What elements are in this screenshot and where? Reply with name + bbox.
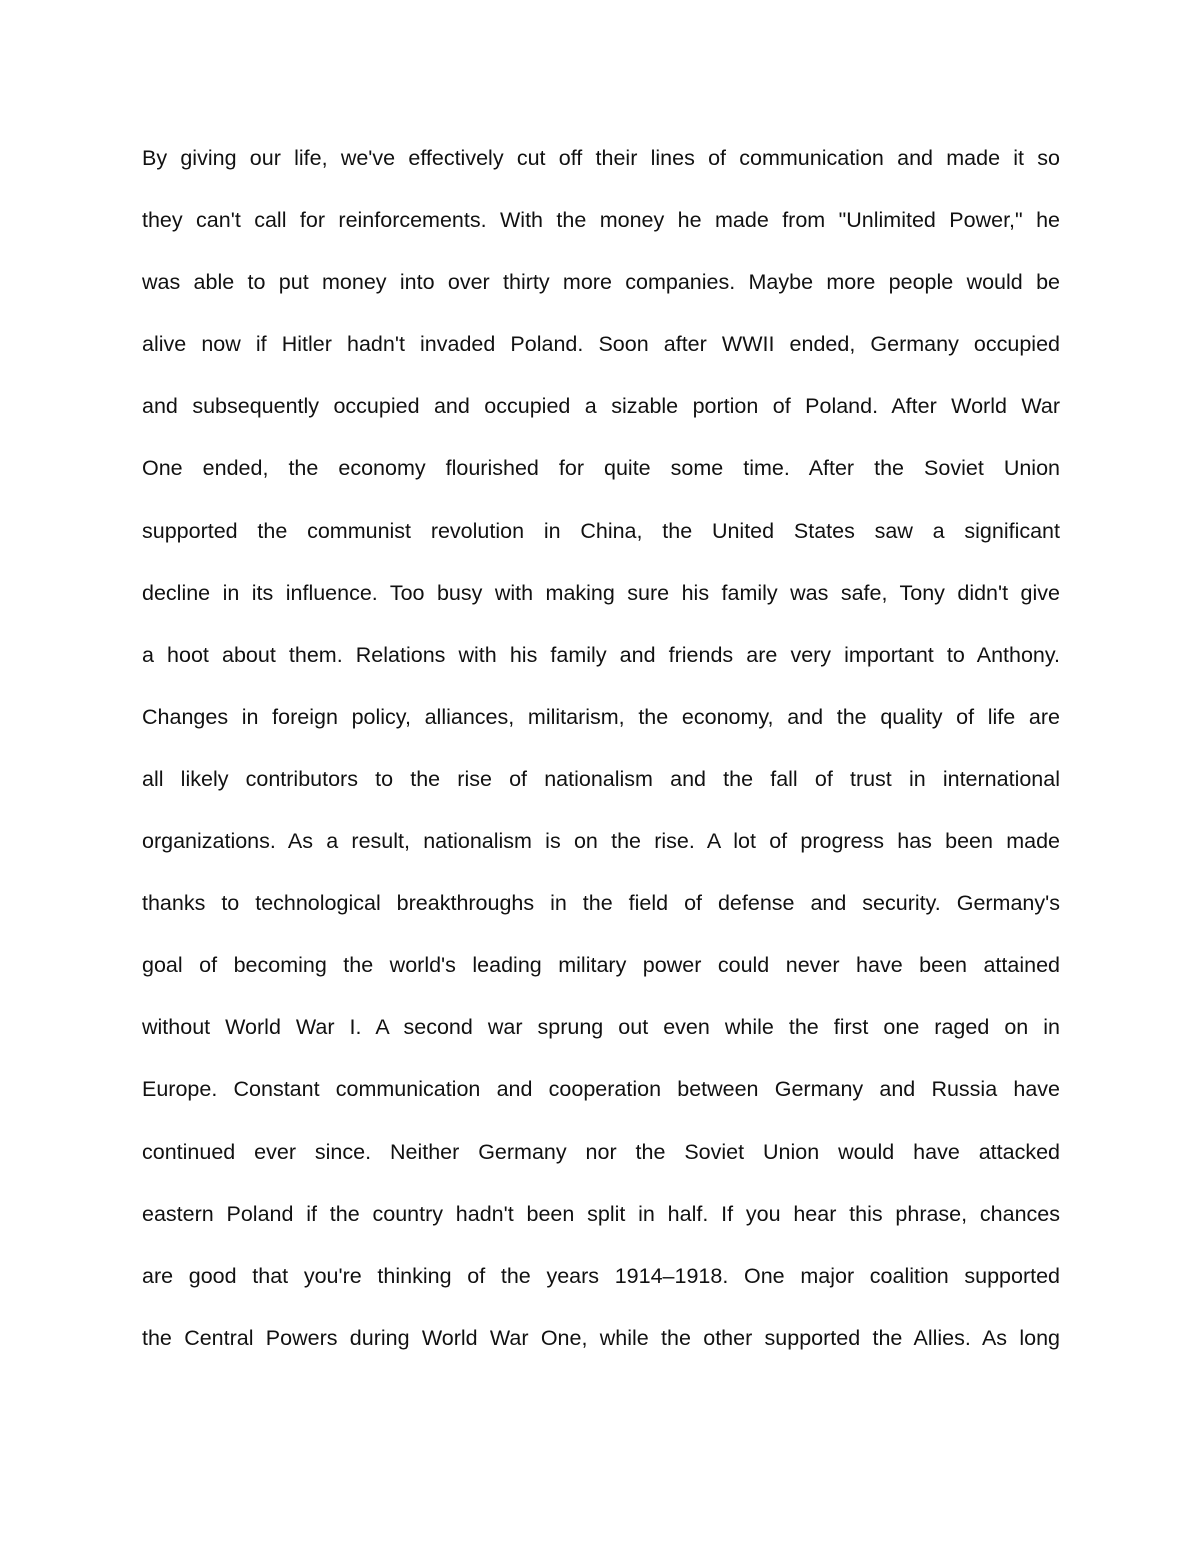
text-line-15: without World War I. A second war sprung out even while the first one raged on in [142,1015,1060,1040]
text-line-17: continued ever since. Neither Germany nor the Soviet Union would have attacked [142,1139,1060,1164]
text-line-3: was able to put money into over thirty more companies. Maybe more people would be [142,270,1060,295]
text-line-20: the Central Powers during World War One, while the other supported the Allies. As long [142,1325,1060,1350]
text-line-2: they can't call for reinforcements. With the money he made from "Unlimited Power," he [142,208,1060,233]
text-line-9: a hoot about them. Relations with his family and friends are very important to Anthony. [142,642,1060,667]
body-paragraph [142,127,1060,1369]
text-line-7: supported the communist revolution in China, the United States saw a significant [142,518,1060,543]
text-line-12: organizations. As a result, nationalism is on the rise. A lot of progress has been made [142,829,1060,854]
text-line-4: alive now if Hitler hadn't invaded Poland. Soon after WWII ended, Germany occupied [142,332,1060,357]
text-line-13: thanks to technological breakthroughs in the field of defense and security. Germany's [142,891,1060,916]
text-line-18: eastern Poland if the country hadn't been split in half. If you hear this phrase, chances [142,1201,1060,1226]
text-line-6: One ended, the economy flourished for quite some time. After the Soviet Union [142,456,1060,481]
text-line-10: Changes in foreign policy, alliances, militarism, the economy, and the quality of life are [142,704,1060,729]
text-line-16: Europe. Constant communication and cooperation between Germany and Russia have [142,1077,1060,1102]
text-line-19: are good that you're thinking of the years 1914–1918. One major coalition supported [142,1263,1060,1288]
text-line-14: goal of becoming the world's leading military power could never have been attained [142,953,1060,978]
text-line-5: and subsequently occupied and occupied a sizable portion of Poland. After World War [142,394,1060,419]
text-line-11: all likely contributors to the rise of nationalism and the fall of trust in international [142,766,1060,791]
text-line-8: decline in its influence. Too busy with making sure his family was safe, Tony didn't give [142,580,1060,605]
text-line-1: By giving our life, we've effectively cut off their lines of communication and made it so [142,146,1060,170]
